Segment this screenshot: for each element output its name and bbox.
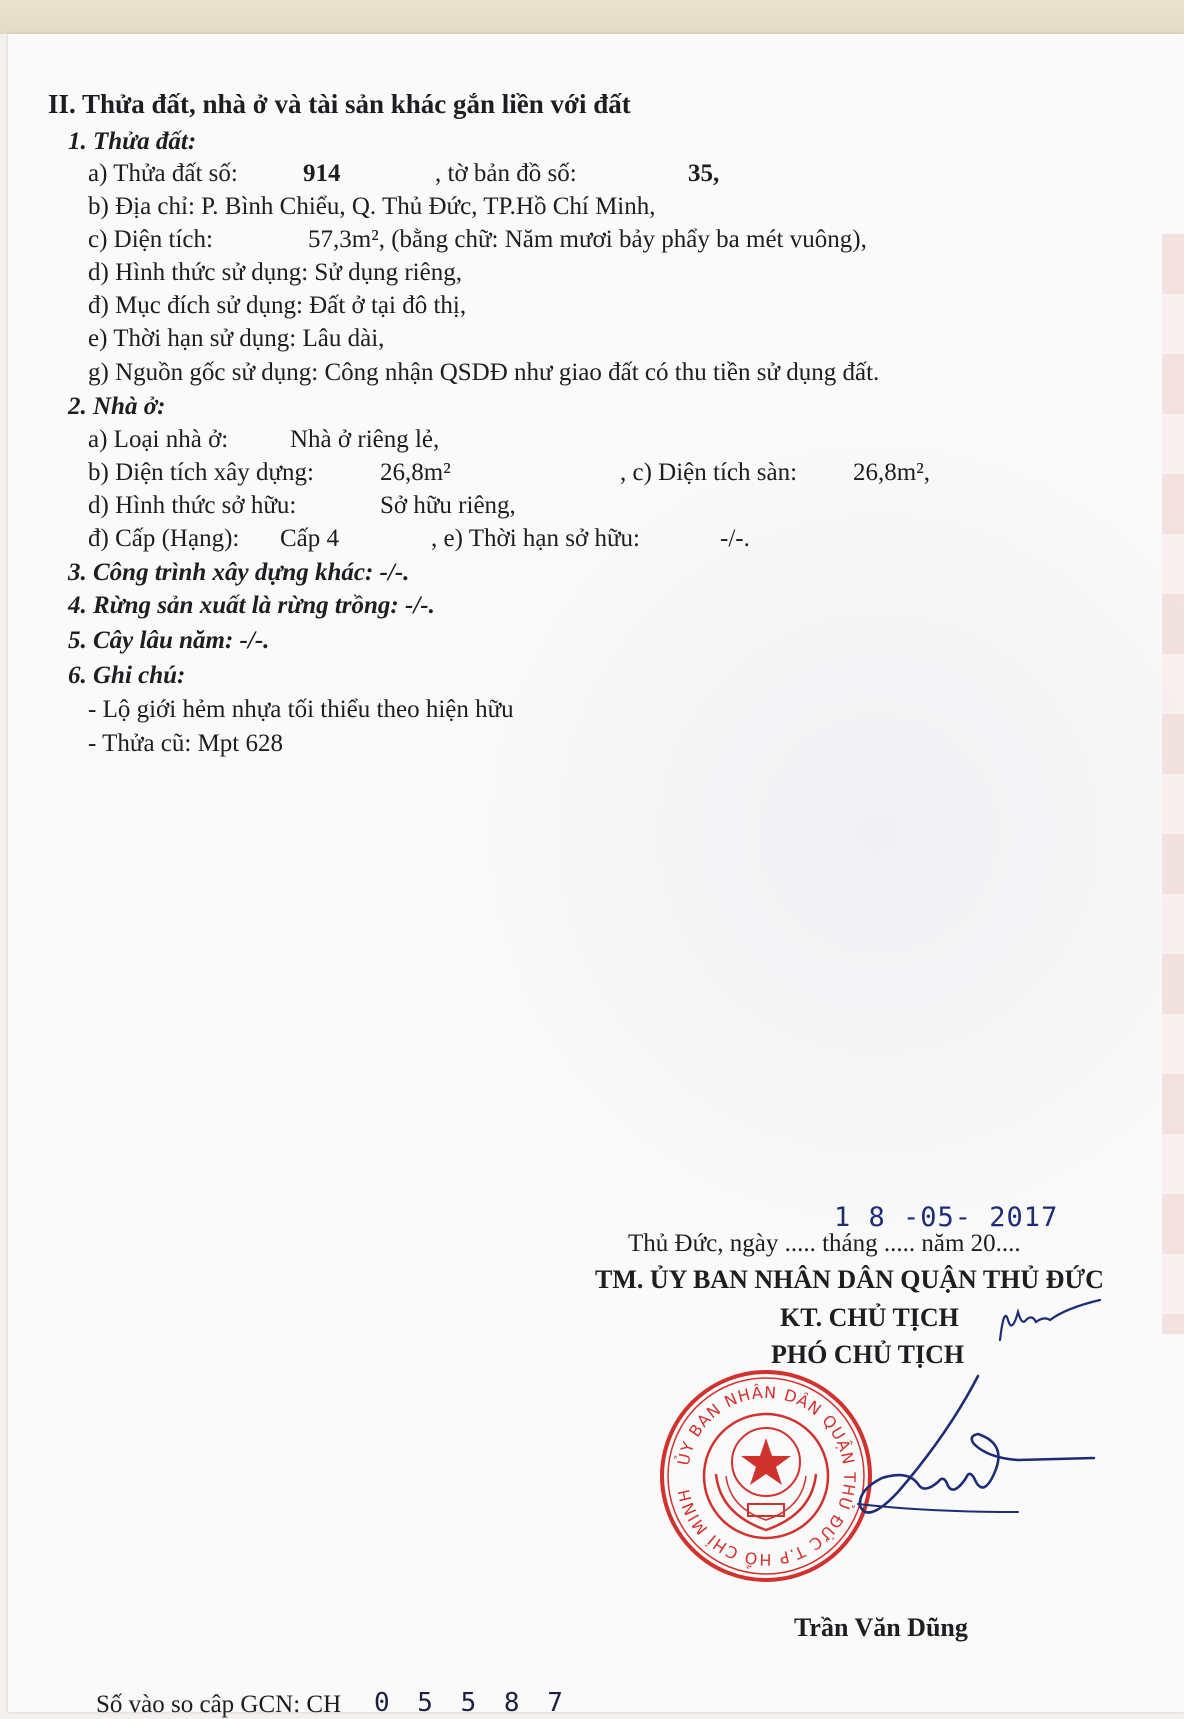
floor-area-value: 26,8m², xyxy=(853,459,930,486)
other-construction: 3. Công trình xây dựng khác: -/-. xyxy=(68,559,410,586)
issuing-authority: TM. ỦY BAN NHÂN DÂN QUẬN THỦ ĐỨC xyxy=(595,1265,1104,1294)
house-type-label: a) Loại nhà ở: xyxy=(88,426,229,453)
own-term-label: , e) Thời hạn sở hữu: xyxy=(431,525,640,552)
term-line: e) Thời hạn sử dụng: Lâu dài, xyxy=(88,325,385,352)
certificate-page xyxy=(8,34,1184,1718)
seal-star-icon xyxy=(741,1438,791,1485)
build-area-value: 26,8m² xyxy=(380,459,451,486)
plot-number: 914 xyxy=(303,160,341,187)
edge-decoration xyxy=(1162,234,1184,1334)
main-signature xyxy=(798,1374,1098,1544)
map-number: 35, xyxy=(688,160,720,187)
seal-text: ỦY BAN NHÂN DÂN QUẬN THỦ ĐỨC T.P HỒ CHÍ MINH xyxy=(673,1382,860,1570)
house-type-value: Nhà ở riêng lẻ, xyxy=(290,426,440,453)
floor-area-label: , c) Diện tích sàn: xyxy=(620,459,798,486)
address-line: b) Địa chỉ: P. Bình Chiểu, Q. Thủ Đức, TP.Hồ Chí Minh, xyxy=(88,193,656,220)
ownership-value: Sở hữu riêng, xyxy=(380,492,516,519)
land-heading: 1. Thửa đất: xyxy=(68,128,197,155)
note-item: - Lộ giới hẻm nhựa tối thiểu theo hiện hữu xyxy=(88,696,514,723)
stamped-date: 1 8 -05- 2017 xyxy=(834,1202,1059,1233)
notes-heading: 6. Ghi chú: xyxy=(68,662,186,689)
date-line: Thủ Đức, ngày ..... tháng ..... năm 20.... xyxy=(628,1230,1021,1257)
use-form-line: d) Hình thức sử dụng: Sử dụng riêng, xyxy=(88,259,462,286)
purpose-line: đ) Mục đích sử dụng: Đất ở tại đô thị, xyxy=(88,292,467,319)
area-label: c) Diện tích: xyxy=(88,226,213,253)
registry-label: Số vào so câp GCN: CH xyxy=(96,1691,342,1718)
on-behalf-title: KT. CHỦ TỊCH xyxy=(780,1303,959,1332)
map-label: , tờ bản đồ số: xyxy=(435,160,577,187)
signer-name: Trần Văn Dũng xyxy=(794,1613,968,1642)
ownership-label: d) Hình thức sở hữu: xyxy=(88,492,297,519)
origin-line: g) Nguồn gốc sử dụng: Công nhận QSDĐ như giao đất có thu tiền sử dụng đất. xyxy=(88,359,880,386)
section-title: II. Thửa đất, nhà ở và tài sản khác gắn liền với đất xyxy=(48,89,631,119)
perennial-trees: 5. Cây lâu năm: -/-. xyxy=(68,627,270,654)
top-strip xyxy=(0,0,1184,34)
initial-signature xyxy=(996,1286,1106,1346)
plot-label: a) Thửa đất số: xyxy=(88,160,238,187)
house-heading: 2. Nhà ở: xyxy=(68,393,166,420)
grade-value: Cấp 4 xyxy=(280,525,340,552)
area-value: 57,3m², (bằng chữ: Năm mươi bảy phẩy ba mét vuông), xyxy=(308,226,867,253)
production-forest: 4. Rừng sản xuất là rừng trồng: -/-. xyxy=(68,592,435,619)
build-area-label: b) Diện tích xây dựng: xyxy=(88,459,315,486)
own-term-value: -/-. xyxy=(720,525,750,552)
note-item: - Thửa cũ: Mpt 628 xyxy=(88,730,284,757)
signer-position: PHÓ CHỦ TỊCH xyxy=(771,1340,965,1369)
grade-label: đ) Cấp (Hạng): xyxy=(88,525,240,552)
registry-number: 0 5 5 8 7 xyxy=(374,1688,569,1718)
